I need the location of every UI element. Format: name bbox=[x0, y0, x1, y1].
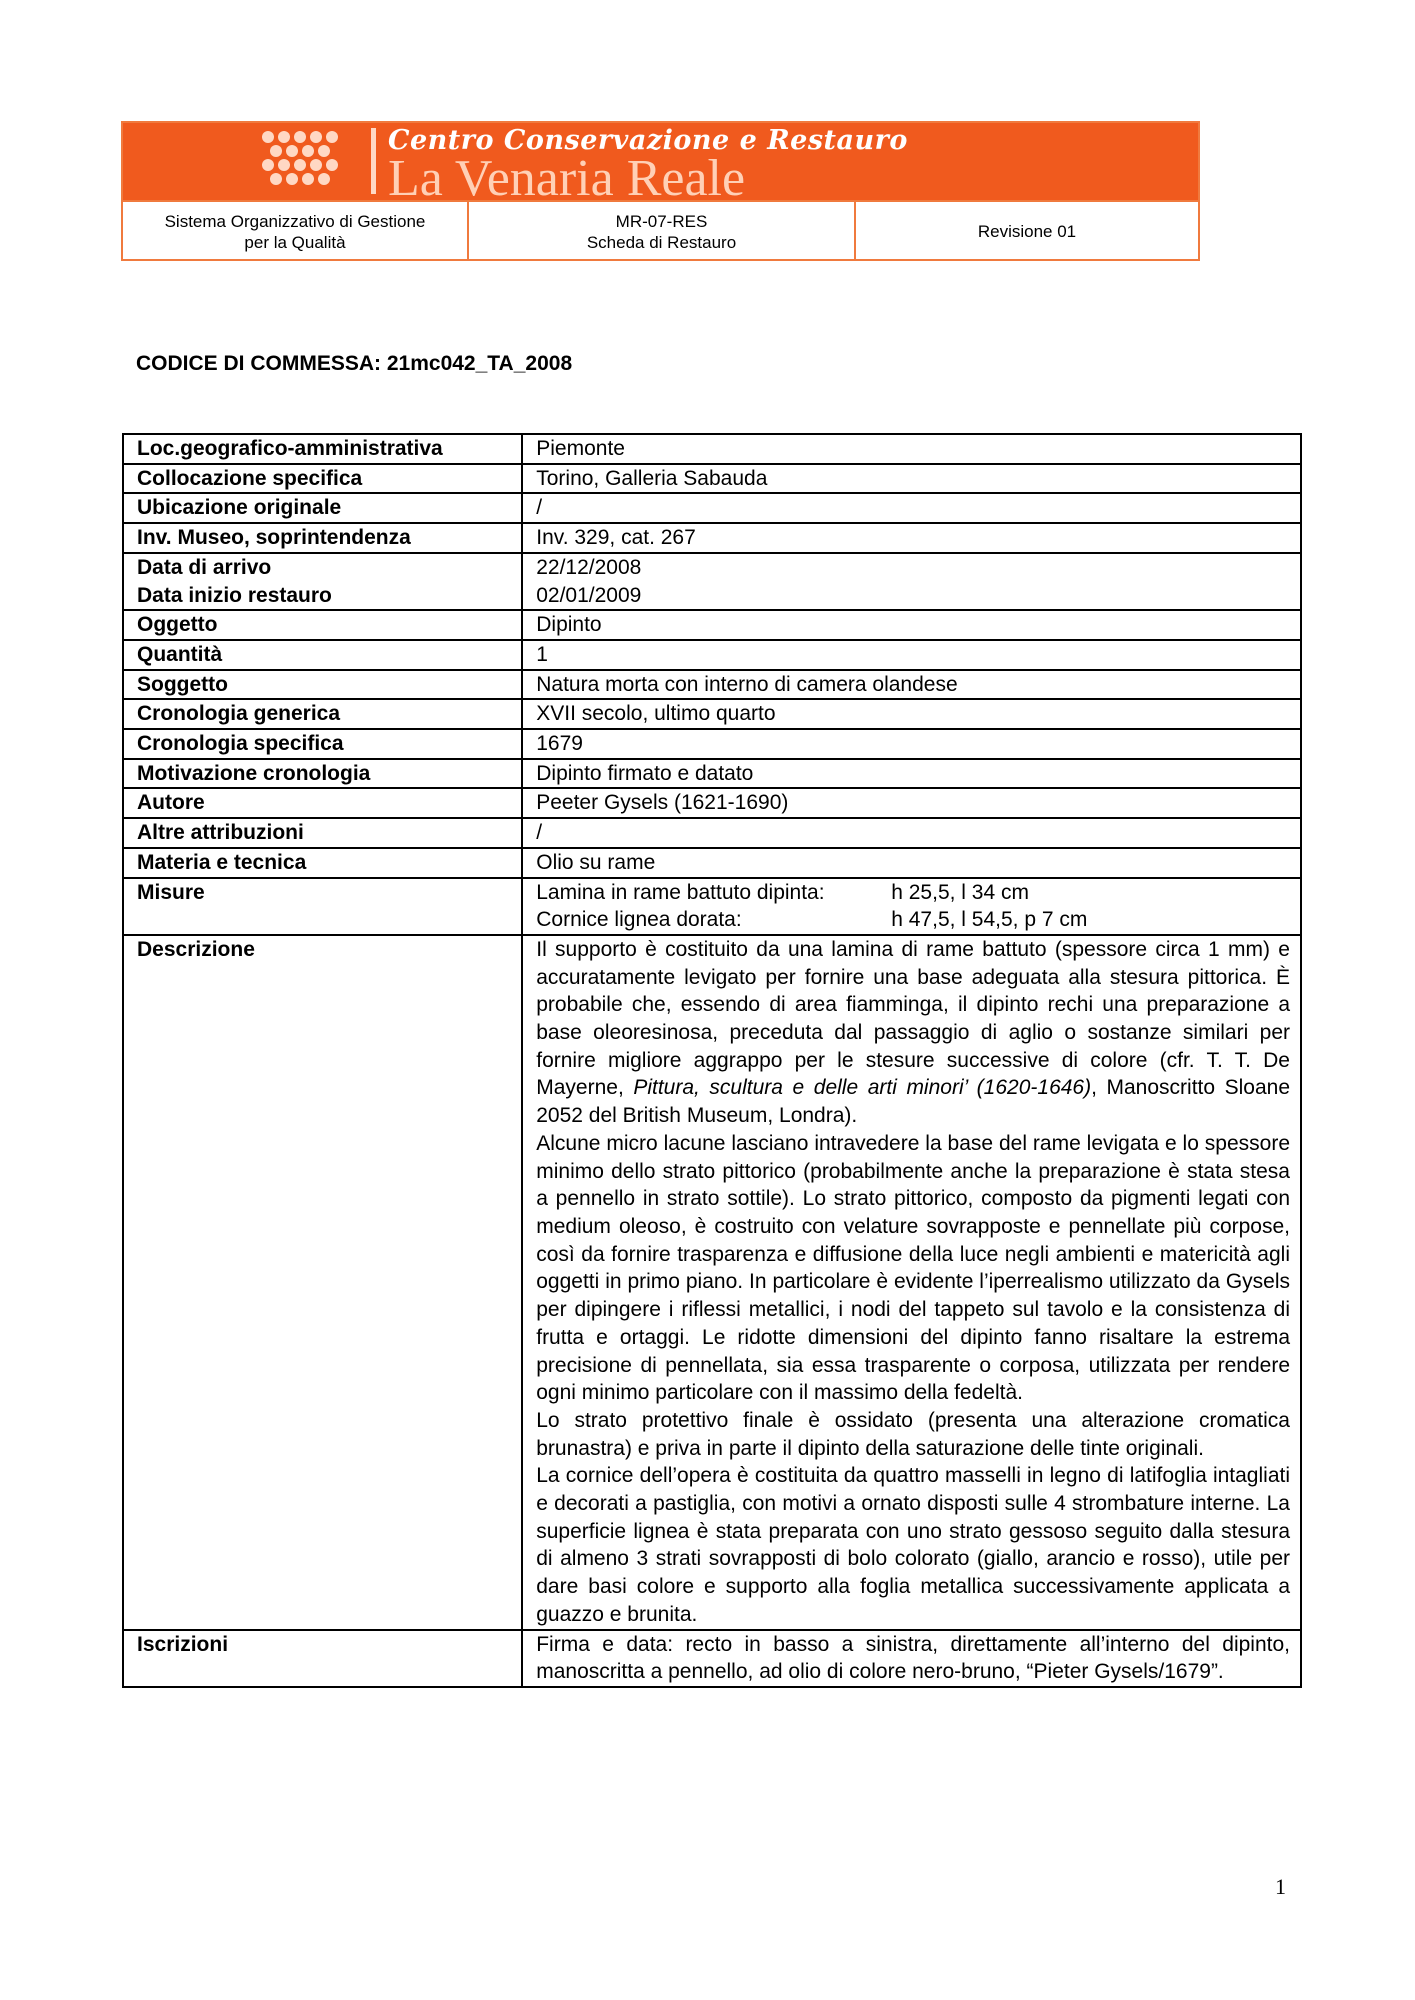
row-value-text: XVII secolo, ultimo quarto bbox=[536, 702, 776, 726]
row-label-text: Altre attribuzioni bbox=[137, 821, 304, 845]
row-value bbox=[522, 788, 1301, 818]
description-paragraph-1 bbox=[536, 936, 1290, 1130]
description-paragraph-4: La cornice dell’opera è costituita da quattro masselli in legno di latifoglia intagliati e decorati a pastiglia, con motivi a ornato disposti sulle 4 strombature interne. La superficie lignea è stata preparata con uno strato gessoso seguito dalla stesura di almeno 3 strati sovrapposti di bolo colorato (giallo, arancio e rosso), utile per dare basi colore e supporto alla foglia metallica successivamente applicata a guazzo e brunita. bbox=[536, 1464, 1290, 1626]
row-value bbox=[522, 759, 1301, 789]
description-paragraph-3: Lo strato protettivo finale è ossidato (presenta una alterazione cromatica brunastra) e priva in parte il dipinto della saturazione delle tinte originali. bbox=[536, 1408, 1290, 1460]
row-value bbox=[522, 553, 1301, 610]
row-value-text: / bbox=[536, 821, 543, 845]
row-value bbox=[522, 493, 1301, 523]
description-p1-text-a: Il supporto è costituito da una lamina di rame battuto (spessore circa 1 mm) e accuratamente levigato per fornire una base adeguata alla stesura pittorica. È probabile che, essendo di area fiamminga, il dipinto rechi una preparazione a base oleoresinosa, preceduta dal passaggio di aglio o sostanze similari per fornire migliore aggrappo per le stesure successive di colore (cfr. T. T. De Mayerne, bbox=[536, 937, 1290, 1100]
brand-title: Centro Conservazione e Restauro bbox=[388, 125, 908, 156]
row-label-text: Data inizio restauro bbox=[137, 583, 332, 607]
table-row-iscrizioni bbox=[123, 1630, 1301, 1687]
row-label bbox=[123, 493, 522, 523]
row-value bbox=[522, 434, 1301, 464]
page-number: 1 bbox=[1275, 1874, 1286, 1899]
header-cell-system-line1: Sistema Organizzativo di Gestione bbox=[164, 211, 426, 231]
measure-frame-value: h 47,5, l 54,5, p 7 cm bbox=[891, 908, 1088, 932]
row-value bbox=[522, 818, 1301, 848]
header-cell-system-line2: per la Qualità bbox=[244, 232, 346, 252]
table-row bbox=[123, 788, 1301, 818]
row-value-text: 1 bbox=[536, 642, 548, 666]
row-label-text: Loc.geografico-amministrativa bbox=[137, 437, 443, 460]
row-label bbox=[123, 788, 522, 818]
logo-dots-icon bbox=[258, 129, 342, 193]
row-value-text: 02/01/2009 bbox=[536, 583, 642, 607]
row-value-text: Inv. 329, cat. 267 bbox=[536, 526, 696, 550]
table-row-descrizione bbox=[123, 935, 1301, 1630]
table-row bbox=[123, 759, 1301, 789]
row-label bbox=[123, 818, 522, 848]
document-header bbox=[121, 121, 1200, 261]
table-row bbox=[123, 818, 1301, 848]
header-info-row bbox=[123, 200, 1198, 261]
row-value-iscrizioni: Firma e data: recto in basso a sinistra, direttamente all’interno del dipinto, manoscritta a pennello, ad olio di colore nero-bruno, “Pieter Gysels/1679”. bbox=[522, 1630, 1301, 1687]
row-value bbox=[522, 848, 1301, 878]
row-value bbox=[522, 670, 1301, 700]
row-label bbox=[123, 610, 522, 640]
table-row bbox=[123, 610, 1301, 640]
row-label bbox=[123, 434, 522, 464]
row-value-descrizione bbox=[522, 935, 1301, 1630]
row-value bbox=[522, 523, 1301, 553]
header-cell-form bbox=[469, 202, 856, 261]
row-label bbox=[123, 729, 522, 759]
row-value bbox=[522, 729, 1301, 759]
row-label-text: Autore bbox=[137, 791, 205, 815]
row-value-text: Peeter Gysels (1621-1690) bbox=[536, 791, 789, 815]
row-value-text: / bbox=[536, 496, 543, 520]
row-label: Descrizione bbox=[123, 935, 522, 1630]
header-cell-revision: Revisione 01 bbox=[977, 222, 1077, 241]
row-label bbox=[123, 553, 522, 610]
row-value-text: 1679 bbox=[536, 732, 583, 756]
row-value bbox=[522, 699, 1301, 729]
table-row-misure bbox=[123, 878, 1301, 935]
measure-lamina-name: Lamina in rame battuto dipinta: bbox=[536, 880, 825, 904]
row-label: Iscrizioni bbox=[123, 1630, 522, 1687]
row-label bbox=[123, 670, 522, 700]
row-label-text: Cronologia generica bbox=[137, 702, 341, 726]
row-label-text: Motivazione cronologia bbox=[137, 761, 371, 785]
header-cell-form-title: Scheda di Restauro bbox=[586, 232, 737, 252]
table-row bbox=[123, 729, 1301, 759]
row-value bbox=[522, 640, 1301, 670]
row-label bbox=[123, 523, 522, 553]
row-label-text: Soggetto bbox=[137, 672, 228, 696]
row-label-text: Oggetto bbox=[137, 613, 218, 637]
row-label: Misure bbox=[123, 878, 522, 935]
row-label bbox=[123, 640, 522, 670]
row-label-text: Collocazione specifica bbox=[137, 466, 363, 490]
table-row bbox=[123, 493, 1301, 523]
restoration-sheet-table bbox=[122, 433, 1302, 1688]
row-label-text: Inv. Museo, soprintendenza bbox=[137, 526, 411, 550]
row-label bbox=[123, 759, 522, 789]
brand-subtitle: La Venaria Reale bbox=[388, 150, 746, 200]
table-row bbox=[123, 464, 1301, 494]
measure-frame-name: Cornice lignea dorata: bbox=[536, 908, 742, 932]
row-label-text: Data di arrivo bbox=[137, 555, 272, 579]
row-label bbox=[123, 699, 522, 729]
row-value-text: 22/12/2008 bbox=[536, 555, 642, 579]
row-value-text: Olio su rame bbox=[536, 850, 656, 874]
description-p1-text-b: , Manoscritto Sloane 2052 del British Museum, Londra). bbox=[536, 1076, 1290, 1128]
table-row bbox=[123, 434, 1301, 464]
row-value-text: Dipinto firmato e datato bbox=[536, 761, 754, 785]
table-row bbox=[123, 553, 1301, 610]
commessa-label: CODICE DI COMMESSA: bbox=[136, 352, 382, 375]
table-row bbox=[123, 670, 1301, 700]
row-label bbox=[123, 464, 522, 494]
row-value-misure bbox=[522, 878, 1301, 935]
row-value-text: Torino, Galleria Sabauda bbox=[536, 466, 768, 490]
brand-banner bbox=[123, 123, 1198, 200]
logo-divider bbox=[371, 128, 376, 194]
table-row bbox=[123, 523, 1301, 553]
header-cell-system bbox=[123, 202, 469, 261]
description-paragraph-2: Alcune micro lacune lasciano intravedere la base del rame levigata e lo spessore minimo dello strato pittorico (probabilmente anche la preparazione è stata stesa a pennello in strato sottile). Lo strato pittorico, composto da pigmenti legati con medium oleoso, è costruito con velature sovrapposte e pennellate più corpose, così da fornire trasparenza e diffusione della luce negli ambienti e matericità agli oggetti in primo piano. In particolare è evidente l’iperrealismo utilizzato da Gysels per dipingere i riflessi metallici, i nodi del tappeto sul tavolo e la consistenza di frutta e ortaggi. Le ridotte dimensioni del dipinto fanno risaltare la estrema precisione di pennellata, sia essa trasparente o corposa, utilizzata per rendere ogni minimo particolare con il massimo della fedeltà. bbox=[536, 1131, 1290, 1405]
row-value-text: Dipinto bbox=[536, 613, 602, 637]
header-cell-form-code: MR-07-RES bbox=[615, 211, 708, 231]
row-label bbox=[123, 848, 522, 878]
description-p1-citation: Pittura, scultura e delle arti minori’ (1620-1646) bbox=[633, 1076, 1092, 1100]
row-value bbox=[522, 610, 1301, 640]
table-row bbox=[123, 640, 1301, 670]
row-label-text: Ubicazione originale bbox=[137, 496, 342, 520]
row-value-text: Piemonte bbox=[536, 437, 625, 460]
row-label-text: Cronologia specifica bbox=[137, 732, 344, 756]
row-label-text: Quantità bbox=[137, 642, 223, 666]
commessa-value: 21mc042_TA_2008 bbox=[386, 352, 573, 375]
row-label-text: Materia e tecnica bbox=[137, 850, 307, 874]
table-row bbox=[123, 848, 1301, 878]
row-value bbox=[522, 464, 1301, 494]
commessa-code bbox=[136, 352, 572, 376]
measure-lamina-value: h 25,5, l 34 cm bbox=[891, 880, 1029, 904]
table-row bbox=[123, 699, 1301, 729]
row-value-text: Natura morta con interno di camera olandese bbox=[536, 672, 958, 696]
